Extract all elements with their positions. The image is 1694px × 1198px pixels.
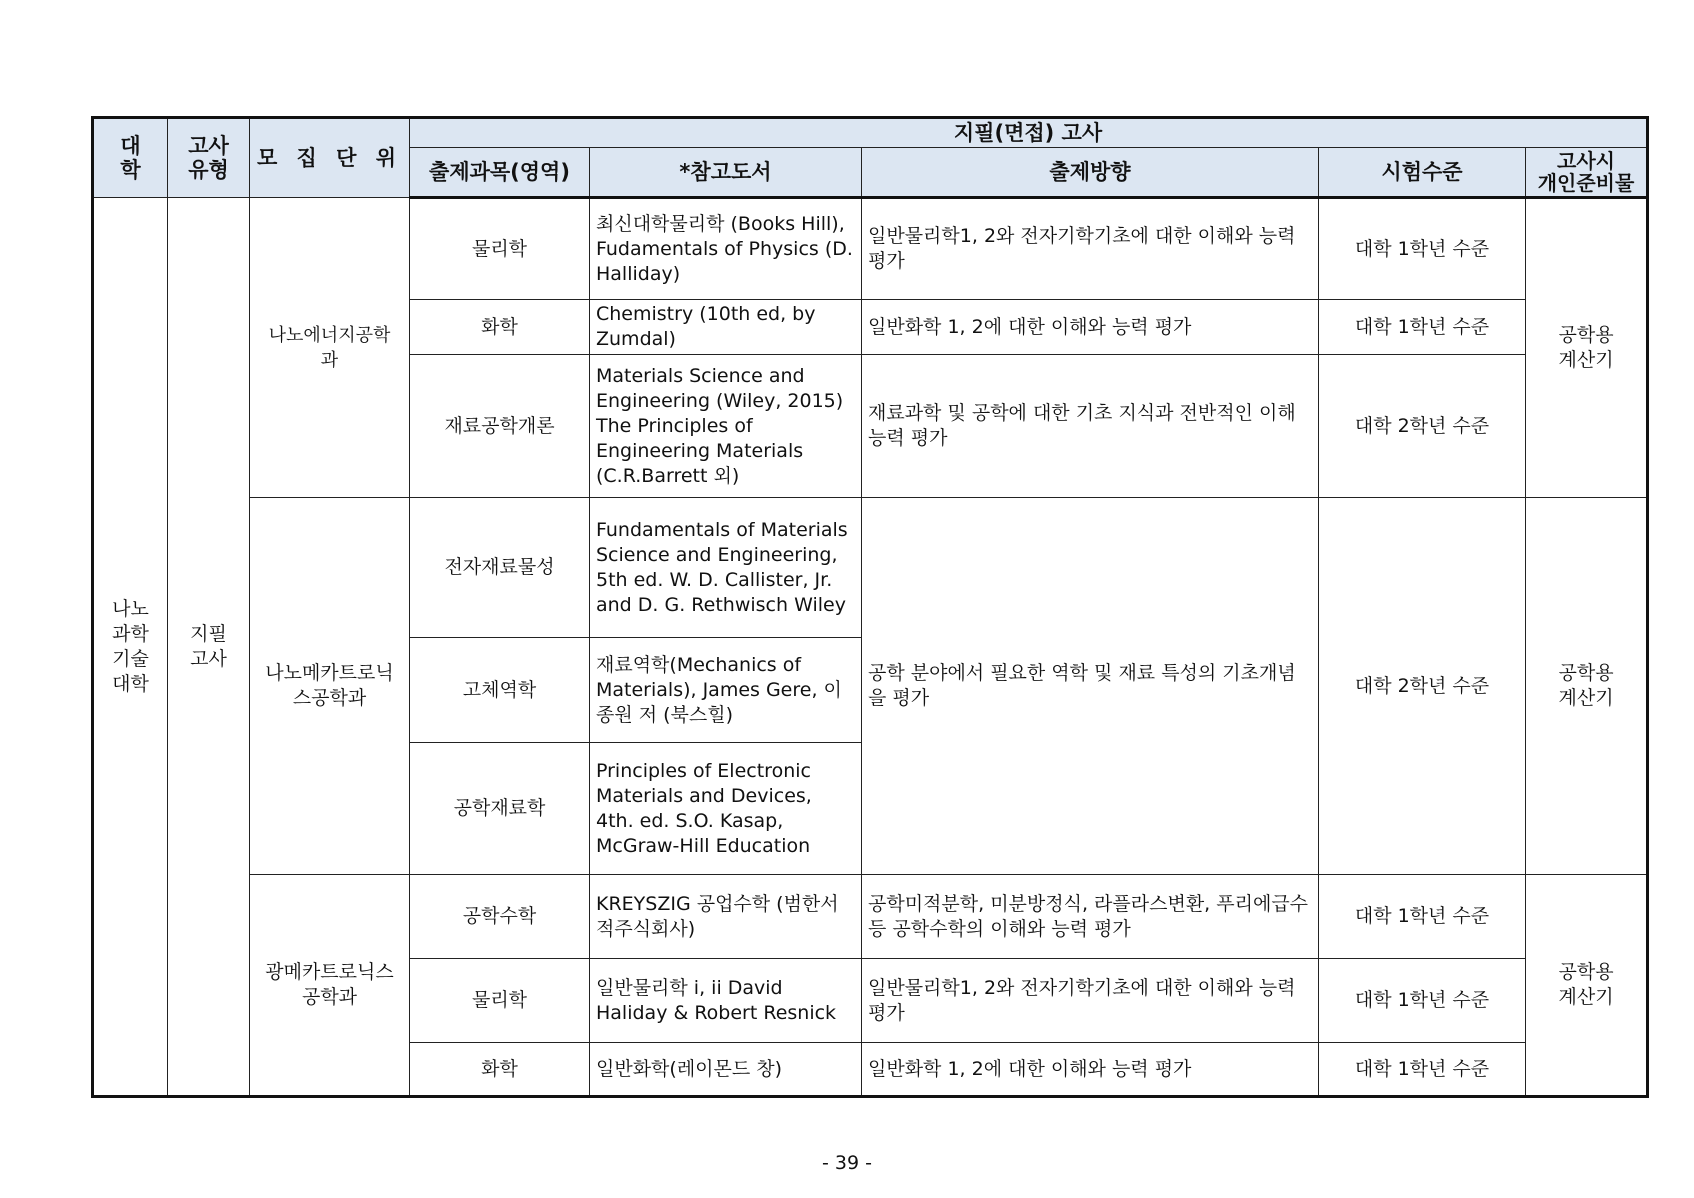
reference: Materials Science and Engineering (Wiley, 2015) The Principles of Engineering Materials (C.R.Barrett 외) — [590, 355, 862, 498]
subject: 공학수학 — [410, 875, 590, 959]
header-direction: 출제방향 — [862, 148, 1319, 198]
header-unit: 모 집 단 위 — [250, 118, 410, 198]
header-level: 시험수준 — [1319, 148, 1526, 198]
reference: 최신대학물리학 (Books Hill), Fudamentals of Physics (D. Halliday) — [590, 198, 862, 300]
subject: 화학 — [410, 1043, 590, 1097]
exam-type-value: 지필 고사 — [168, 198, 250, 1097]
reference: 일반물리학 i, ii David Haliday & Robert Resnick — [590, 959, 862, 1043]
direction: 재료과학 및 공학에 대한 기초 지식과 전반적인 이해 능력 평가 — [862, 355, 1319, 498]
subject: 화학 — [410, 300, 590, 355]
table-row — [93, 198, 1648, 300]
level: 대학 1학년 수준 — [1319, 959, 1526, 1043]
materials: 공학용 계산기 — [1526, 875, 1648, 1097]
header-references: *참고도서 — [590, 148, 862, 198]
unit-name: 나노에너지공학 과 — [250, 198, 410, 498]
level: 대학 2학년 수준 — [1319, 498, 1526, 875]
level: 대학 1학년 수준 — [1319, 875, 1526, 959]
header-college: 대 학 — [93, 118, 168, 198]
level: 대학 1학년 수준 — [1319, 198, 1526, 300]
header-exam-type: 고사 유형 — [168, 118, 250, 198]
reference: Chemistry (10th ed, by Zumdal) — [590, 300, 862, 355]
table-row — [93, 498, 1648, 638]
header-materials: 고사시 개인준비물 — [1526, 148, 1648, 198]
materials: 공학용 계산기 — [1526, 498, 1648, 875]
reference: KREYSZIG 공업수학 (범한서적주식회사) — [590, 875, 862, 959]
materials: 공학용 계산기 — [1526, 198, 1648, 498]
subject: 고체역학 — [410, 638, 590, 743]
subject: 재료공학개론 — [410, 355, 590, 498]
header-subject: 출제과목(영역) — [410, 148, 590, 198]
college-name: 나노 과학 기술 대학 — [93, 198, 168, 1097]
level: 대학 1학년 수준 — [1319, 1043, 1526, 1097]
direction: 일반화학 1, 2에 대한 이해와 능력 평가 — [862, 300, 1319, 355]
unit-name: 나노메카트로닉 스공학과 — [250, 498, 410, 875]
unit-name: 광메카트로닉스 공학과 — [250, 875, 410, 1097]
direction: 일반물리학1, 2와 전자기학기초에 대한 이해와 능력 평가 — [862, 959, 1319, 1043]
subject: 공학재료학 — [410, 743, 590, 875]
reference: 일반화학(레이몬드 창) — [590, 1043, 862, 1097]
reference: 재료역학(Mechanics of Materials), James Gere, 이종원 저 (북스힐) — [590, 638, 862, 743]
direction: 공학미적분학, 미분방정식, 라플라스변환, 푸리에급수 등 공학수학의 이해와 능력 평가 — [862, 875, 1319, 959]
reference: Principles of Electronic Materials and Devices, 4th. ed. S.O. Kasap, McGraw-Hill Education — [590, 743, 862, 875]
admission-exam-table — [91, 116, 1649, 1098]
direction: 공학 분야에서 필요한 역학 및 재료 특성의 기초개념을 평가 — [862, 498, 1319, 875]
header-written-exam: 지필(면접) 고사 — [410, 118, 1648, 148]
direction: 일반물리학1, 2와 전자기학기초에 대한 이해와 능력 평가 — [862, 198, 1319, 300]
subject: 물리학 — [410, 959, 590, 1043]
reference: Fundamentals of Materials Science and Engineering, 5th ed. W. D. Callister, Jr. and D. G. Rethwisch Wiley — [590, 498, 862, 638]
table-row — [93, 875, 1648, 959]
level: 대학 2학년 수준 — [1319, 355, 1526, 498]
direction: 일반화학 1, 2에 대한 이해와 능력 평가 — [862, 1043, 1319, 1097]
page-number: - 39 - — [822, 1152, 872, 1174]
subject: 물리학 — [410, 198, 590, 300]
level: 대학 1학년 수준 — [1319, 300, 1526, 355]
subject: 전자재료물성 — [410, 498, 590, 638]
